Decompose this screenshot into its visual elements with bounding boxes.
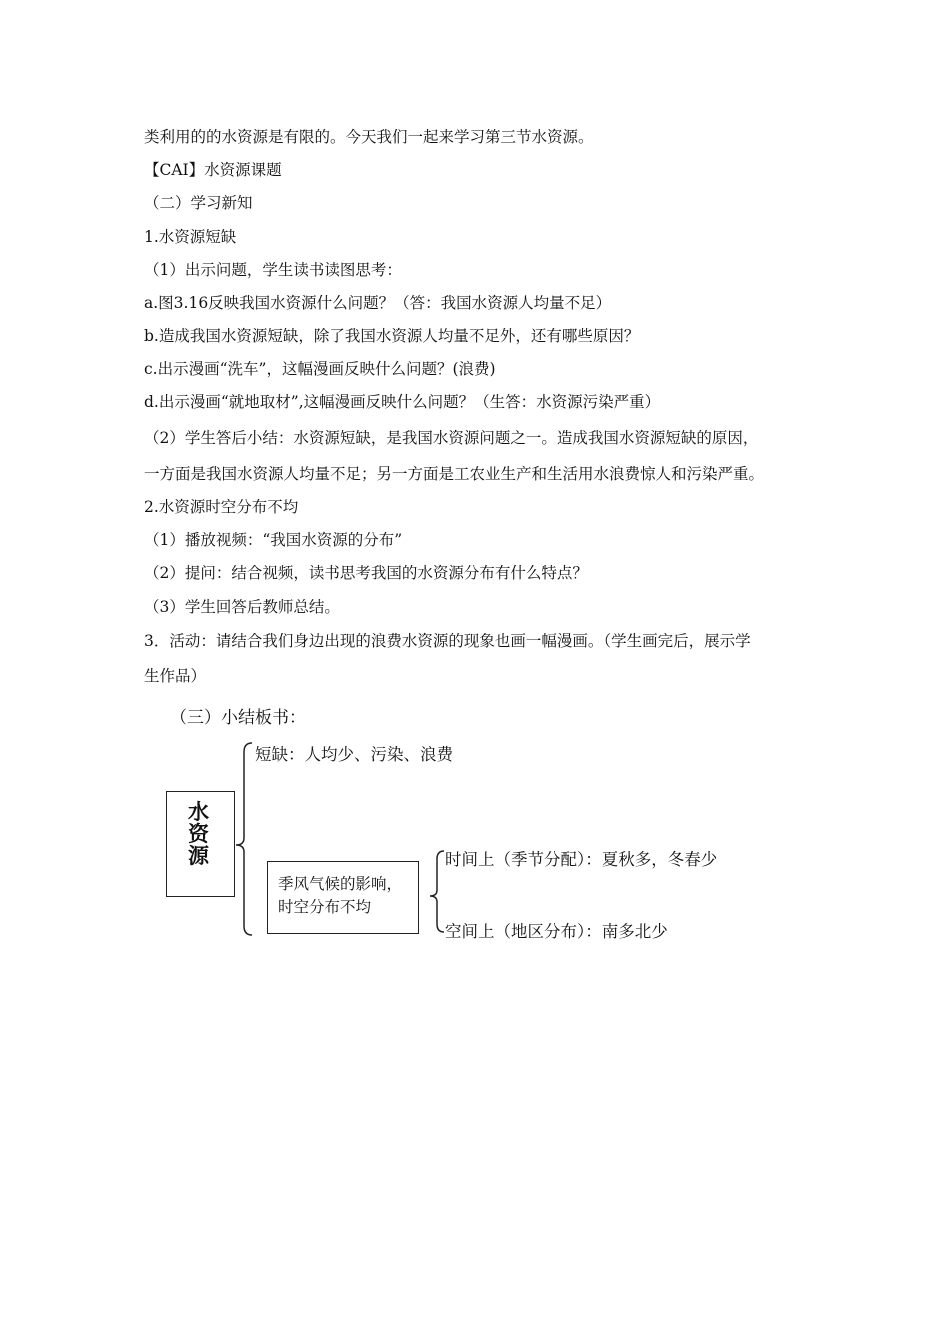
- text-line-11: 一方面是我国水资源人均量不足；另一方面是工农业生产和生活用水浪费惊人和污染严重。: [144, 465, 765, 483]
- text-line-1: 类利用的的水资源是有限的。今天我们一起来学习第三节水资源。: [144, 128, 594, 146]
- section-heading-learn: （二）学习新知: [144, 194, 253, 212]
- subheading-distribution: 2.水资源时空分布不均: [144, 498, 299, 516]
- text-line-13: （1）播放视频：“我国水资源的分布”: [144, 531, 403, 549]
- sub-topic-line-1: 季风气候的影响，: [278, 875, 403, 893]
- text-line-9: d.出示漫画“就地取材”,这幅漫画反映什么问题？（生答：水资源污染严重）: [144, 393, 661, 411]
- branch-time: 时间上（季节分配）：夏秋多，冬春少: [445, 850, 718, 869]
- main-topic-char-3: 源: [188, 844, 209, 868]
- text-line-7: b.造成我国水资源短缺，除了我国水资源人均量不足外，还有哪些原因？: [144, 327, 640, 345]
- text-line-6: a.图3.16反映我国水资源什么问题？（答：我国水资源人均量不足）: [144, 294, 612, 312]
- text-line-17: 生作品）: [144, 667, 207, 685]
- branch-shortage: 短缺：人均少、污染、浪费: [255, 745, 453, 764]
- subheading-shortage: 1.水资源短缺: [144, 228, 237, 246]
- main-topic-char-2: 资: [188, 822, 209, 846]
- text-line-16: 3．活动：请结合我们身边出现的浪费水资源的现象也画一幅漫画。（学生画完后，展示学: [144, 632, 751, 650]
- board-title: （三）小结板书：: [170, 708, 306, 728]
- text-line-15: （3）学生回答后教师总结。: [144, 598, 340, 616]
- text-line-5: （1）出示问题，学生读书读图思考：: [144, 261, 402, 279]
- main-topic-char-1: 水: [188, 800, 209, 824]
- text-line-14: （2）提问：结合视频，读书思考我国的水资源分布有什么特点？: [144, 564, 588, 582]
- branch-space: 空间上（地区分布）：南多北少: [445, 922, 668, 941]
- text-line-2: 【CAI】水资源课题: [144, 161, 282, 179]
- text-line-8: c.出示漫画“洗车”，这幅漫画反映什么问题？(浪费): [144, 360, 496, 378]
- text-line-10: （2）学生答后小结：水资源短缺，是我国水资源问题之一。造成我国水资源短缺的原因，: [144, 429, 759, 447]
- sub-topic-line-2: 时空分布不均: [278, 898, 372, 916]
